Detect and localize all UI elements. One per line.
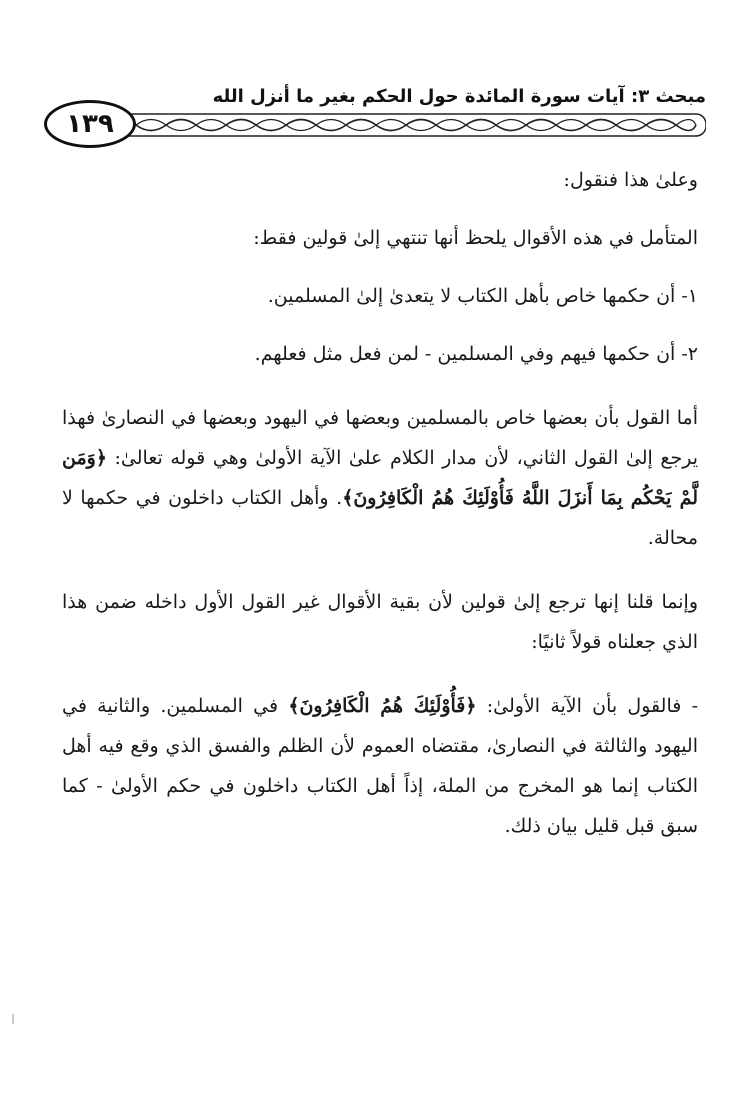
paragraph-discussion [62, 398, 698, 558]
decorative-border [96, 112, 706, 138]
paragraph-text: - فالقول بأن الآية الأولىٰ: [476, 695, 698, 717]
page-body [62, 160, 698, 846]
paragraph-reasoning: وإنما قلنا إنها ترجع إلىٰ قولين لأن بقية الأقوال غير القول الأول داخله ضمن هذا الذي جعلناه قولاً ثانيًا: [62, 591, 698, 653]
paragraph-intro: وعلىٰ هذا فنقول: [563, 169, 698, 191]
paragraph-text: في المسلمين. والثانية في اليهود والثالثة في النصارىٰ، مقتضاه العموم لأن الظلم والفسق الذي وقع فيه أهل الكتاب إنما هو المخرج من الملة، إذاً أهل الكتاب داخلون في حكم الأولىٰ - كما سبق قبل قليل بيان ذلك. [62, 695, 698, 837]
list-item-second-opinion: ٢- أن حكمها فيهم وفي المسلمين - لمن فعل مثل فعلهم. [254, 343, 698, 365]
paragraph-explanation [62, 686, 698, 846]
paragraph-text: . وأهل الكتاب داخلون في حكمها لا محالة. [62, 487, 698, 549]
paragraph-text: أما القول بأن بعضها خاص بالمسلمين وبعضها في اليهود وبعضها في النصارىٰ فهذا يرجع إلىٰ القول الثاني، لأن مدار الكلام علىٰ الآية الأولىٰ وهي قوله تعالىٰ: [62, 407, 698, 469]
page-header [96, 82, 706, 142]
quran-verse: ﴿فَأُوْلَئِكَ هُمُ الْكَافِرُونَ﴾ [288, 695, 477, 717]
paragraph-observation: المتأمل في هذه الأقوال يلحظ أنها تنتهي إلىٰ قولين فقط: [253, 227, 698, 249]
list-item-first-opinion: ١- أن حكمها خاص بأهل الكتاب لا يتعدىٰ إلىٰ المسلمين. [267, 285, 698, 307]
page-number: ١٣٩ [44, 100, 136, 148]
chapter-title: مبحث ٣: آيات سورة المائدة حول الحكم بغير ما أنزل الله [212, 86, 706, 107]
margin-mark [12, 1014, 14, 1024]
quran-verse: ﴿وَمَن لَّمْ يَحْكُم بِمَا أَنزَلَ اللَّهُ فَأُوْلَئِكَ هُمُ الْكَافِرُونَ﴾ [62, 447, 698, 509]
